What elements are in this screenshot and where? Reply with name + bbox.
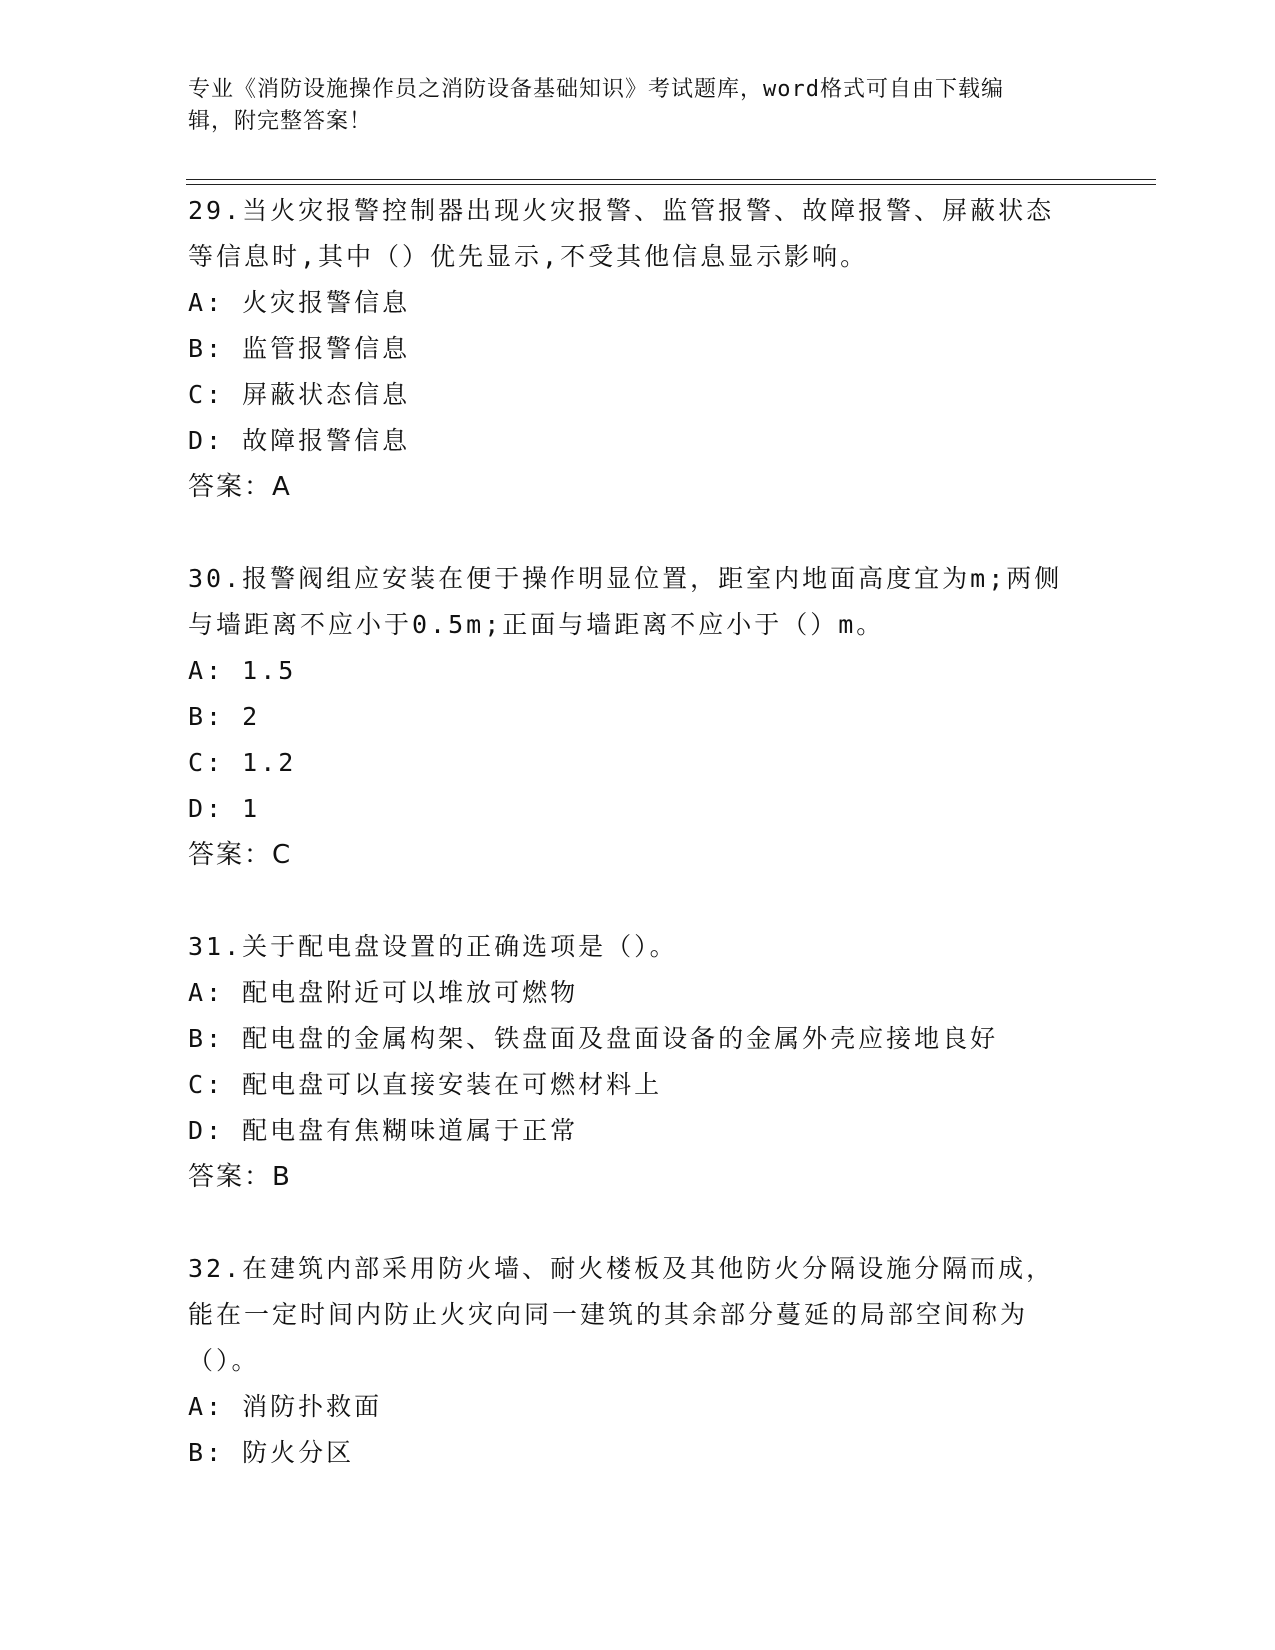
option-b: B: 配电盘的金属构架、铁盘面及盘面设备的金属外壳应接地良好 [188,1024,999,1053]
question-text-line: 29.当火灾报警控制器出现火灾报警、监管报警、故障报警、屏蔽状态 [188,196,1055,225]
option-a: A: 1.5 [188,656,297,685]
option-a: A: 火灾报警信息 [188,288,411,317]
option-b: B: 防火分区 [188,1438,355,1467]
document-header [188,74,1088,138]
option-d: D: 配电盘有焦糊味道属于正常 [188,1116,579,1145]
option-b: B: 2 [188,702,261,731]
question-text [188,924,1088,970]
option-a: A: 配电盘附近可以堆放可燃物 [188,978,579,1007]
question-31 [188,924,1088,1200]
question-29 [188,188,1088,510]
option-d: D: 故障报警信息 [188,426,411,455]
question-text [188,188,1088,280]
question-30 [188,556,1088,878]
question-text-line: 30.报警阀组应安装在便于操作明显位置，距室内地面高度宜为m;两侧 [188,564,1063,593]
question-text-line: 等信息时,其中（）优先显示,不受其他信息显示影响。 [188,242,869,271]
header-line-2: 辑，附完整答案！ [188,109,373,134]
question-text-line: （）。 [188,1346,260,1375]
option-c: C: 配电盘可以直接安装在可燃材料上 [188,1070,663,1099]
option-c: C: 屏蔽状态信息 [188,380,411,409]
option-b: B: 监管报警信息 [188,334,411,363]
answer: 答案：C [188,840,293,870]
question-text [188,556,1088,648]
option-c: C: 1.2 [188,748,297,777]
header-line-1: 专业《消防设施操作员之消防设备基础知识》考试题库，word格式可自由下载编 [188,77,1004,102]
question-32 [188,1246,1088,1476]
question-text-line: 31.关于配电盘设置的正确选项是（）。 [188,932,678,961]
question-list [188,188,1088,1476]
question-text-line: 能在一定时间内防止火灾向同一建筑的其余部分蔓延的局部空间称为 [188,1300,1029,1329]
question-text [188,1246,1088,1384]
header-rule-bottom [186,184,1156,185]
answer: 答案：A [188,472,292,502]
question-text-line: 32.在建筑内部采用防火墙、耐火楼板及其他防火分隔设施分隔而成， [188,1254,1055,1283]
question-text-line: 与墙距离不应小于0.5m;正面与墙距离不应小于（）m。 [188,610,885,639]
option-a: A: 消防扑救面 [188,1392,383,1421]
header-rule-top [186,179,1156,180]
option-d: D: 1 [188,794,261,823]
answer: 答案：B [188,1162,292,1192]
